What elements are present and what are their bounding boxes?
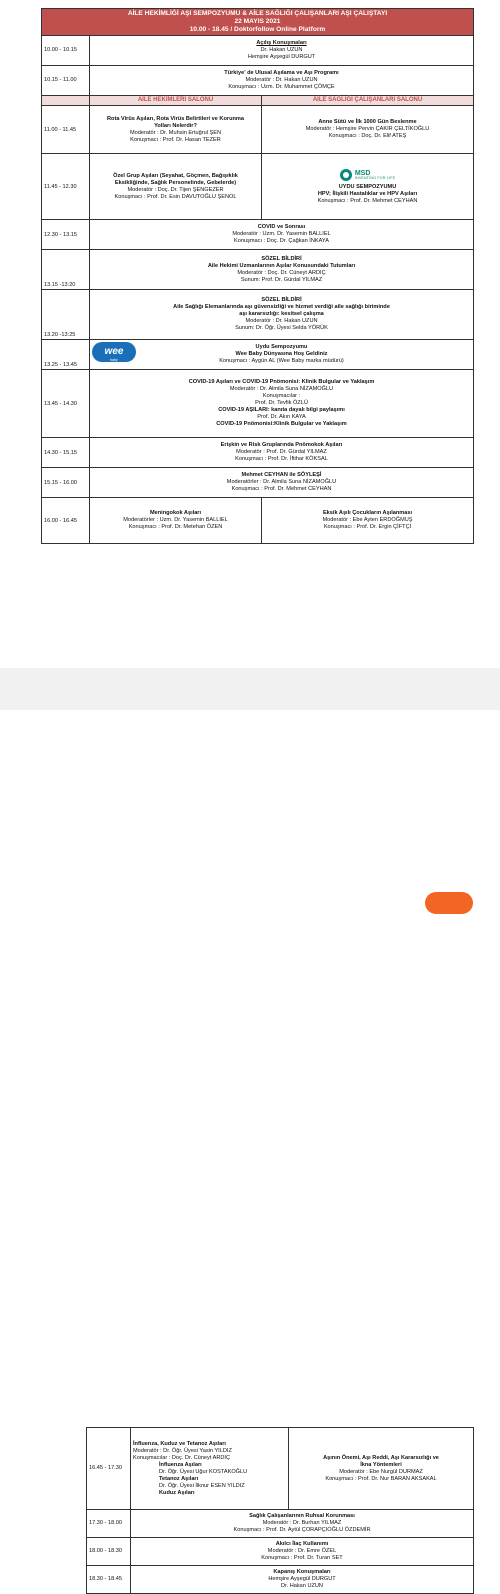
session-cell (131, 1566, 474, 1594)
session-cell-left (90, 154, 262, 220)
moderator: Moderatör : Dr. Hakan UZUN (245, 77, 318, 84)
moderator: Moderatör : Dr. Hakan UZUN (245, 318, 318, 325)
session-row (42, 290, 474, 340)
moderator: Moderatör : Dr. Emre ÖZEL (267, 1548, 337, 1554)
talk-title: Kuduz Aşıları (159, 1489, 195, 1496)
session-row (42, 498, 474, 544)
session-cell (131, 1510, 474, 1538)
speaker: Konuşmacı : Doç. Dr. Çağkan İNKAYA (234, 238, 329, 245)
session-cell (90, 36, 474, 66)
program-table-page-2 (86, 1427, 474, 1594)
speaker: Konuşmacı : Prof. Dr. İftihar KÖKSAL (235, 456, 328, 463)
session-title: Uydu Sempozyumu (255, 344, 308, 351)
time-cell: 13.20 -13:25 (42, 290, 90, 340)
time-cell: 17.30 - 18.00 (87, 1510, 131, 1538)
speaker: Konuşmacı : Prof. Dr. Esin DAVUTOĞLU ŞENOL (114, 193, 237, 200)
wee-logo-text: wee (104, 346, 124, 358)
time-cell: 14.30 - 15.15 (42, 438, 90, 468)
moderator: Moderatör : Prof. Dr. Gürdal YILMAZ (236, 449, 327, 456)
moderator: Moderatörler : Dr. Almila Suna NİZAMOĞLU (226, 479, 337, 486)
page-separator (0, 668, 500, 710)
wee-logo-sub: baby (110, 358, 118, 363)
speaker: Konuşmacı : Aygün AL (Wee Baby marka müdürü) (219, 358, 344, 365)
session-row (42, 220, 474, 250)
talk-title: COVID-19 Pnömonisi:Klinik Bulgular ve Yaklaşım (216, 421, 347, 428)
moderator: Moderatör : Dr. Muhsin Ertuğrul ŞEN (129, 129, 222, 136)
program-table-page-1 (41, 8, 474, 544)
moderator: Moderatör : Dr. Burhan YILMAZ (262, 1520, 342, 1526)
speaker: Konuşmacı : Prof. Dr. Nur BARAN AKSAKAL (325, 1475, 437, 1482)
session-row (42, 438, 474, 468)
session-cell (131, 1538, 474, 1566)
moderator: Moderatör : Dr. Almila Suna NİZAMOĞLU (229, 386, 334, 393)
moderator: Moderatör : Ebe Nurgül DURMAZ (339, 1468, 423, 1475)
time-cell: 10.00 - 10.15 (42, 36, 90, 66)
session-title: aşı kararsızlığı: kesitsel çalışma (239, 311, 324, 318)
session-title: COVID ve Sonrası (257, 224, 306, 231)
speaker: Prof. Dr. Akın KAYA (257, 414, 306, 421)
session-row (42, 154, 474, 220)
session-row (42, 66, 474, 96)
time-cell: 12.30 - 13.15 (42, 220, 90, 250)
moderator: Moderatör : Hemşire Pervin ÇAKIR ÇELTİKOĞLU (305, 126, 430, 133)
time-cell: 13.15 -13:20 (42, 250, 90, 290)
talk-title: COVID-19 AŞILARI: kanıta dayalı bilgi paylaşımı (218, 407, 345, 414)
session-cell (90, 438, 474, 468)
speaker: Dr. Öğr. Üyesi İlknur ESEN YILDIZ (159, 1482, 245, 1489)
msd-logo-tagline: INVENTING FOR LIFE (354, 175, 396, 180)
session-cell-right (289, 1428, 474, 1510)
session-cell-left (90, 106, 262, 154)
session-title: COVID-19 Aşıları ve COVID-19 Pnömonisi: Klinik Bulgular ve Yaklaşım (188, 379, 375, 386)
session-title: İkna Yöntemleri (360, 1461, 402, 1468)
speaker: Konuşmacı : Prof. Dr. Turan SET (261, 1555, 343, 1561)
session-title: Yolları Nelerdir? (154, 122, 197, 129)
session-title: HPV; İlişkili Hastalıklar ve HPV Aşıları (317, 190, 418, 197)
session-row (42, 340, 474, 370)
session-cell-right (262, 498, 474, 544)
moderator: Moderatörler : Uzm. Dr. Yasemin BALLIEL (123, 517, 228, 524)
session-title: Mehmet CEYHAN ile SÖYLEŞİ (241, 472, 322, 479)
session-row (42, 468, 474, 498)
speaker: Konuşmacı : Prof. Dr. Mehmet CEYHAN (231, 486, 332, 493)
session-cell (90, 468, 474, 498)
speaker: Sunum: Prof. Dr. Gürdal YILMAZ (240, 276, 323, 283)
session-title: SÖZEL BİLDİRİ (261, 255, 302, 262)
event-title: AİLE HEKİMLİĞİ AŞI SEMPOZYUMU & AİLE SAĞLIĞI ÇALIŞANLARI AŞI ÇALIŞTAYI (127, 10, 388, 17)
halls-row (42, 96, 474, 106)
session-title: Aile Sağlığı Elemanlarında aşı güvensizliği ve hizmet verdiği aile sağlığı biriminde (173, 304, 390, 311)
session-row (42, 250, 474, 290)
speaker: Dr. Öğr. Üyesi Uğur KOSTAKOĞLU (159, 1468, 248, 1475)
page-1 (0, 0, 500, 668)
session-title: Aşının Önemi, Aşı Reddi, Aşı Kararsızlığı ve (323, 1454, 439, 1461)
speaker: Konuşmacı : Prof. Dr. Hasan TEZER (130, 136, 221, 143)
program-header (42, 9, 474, 36)
header-row (42, 9, 474, 36)
session-title: Akılcı İlaç Kullanımı (275, 1541, 329, 1547)
event-date: 22 MAYIS 2021 (234, 18, 281, 26)
moderator: Moderatör : Dr. Öğr. Üyesi Yasin YILDIZ (133, 1447, 232, 1454)
session-cell-left (90, 498, 262, 544)
page-2 (0, 710, 500, 1589)
speaker: Prof. Dr. Tevfik ÖZLÜ (255, 400, 308, 407)
msd-logo-text: MSD (354, 169, 371, 177)
session-title: Sağlık Çalışanlarının Ruhsal Korunması (249, 1513, 355, 1519)
session-cell (90, 250, 474, 290)
session-row (87, 1538, 474, 1566)
speaker: Konuşmacı : Prof. Dr. Aytül ÇORAPÇIOĞLU ÖZDEMİR (233, 1527, 371, 1533)
session-title: UYDU SEMPOZYUMU (338, 183, 397, 190)
speaker: Dr. Hakan UZUN (281, 1583, 323, 1589)
talk-title: Tetanoz Aşıları (159, 1475, 199, 1482)
session-title: Eksikliğinde, Sağlık Personelinde, Gebelerde) (114, 179, 237, 186)
speaker: Hemşire Ayşegül DURGUT (247, 54, 316, 61)
session-cell (90, 66, 474, 96)
session-title: Eksik Aşılı Çocukların Aşılanması (322, 510, 413, 517)
msd-mark-icon (340, 169, 352, 181)
session-row (87, 1510, 474, 1538)
wee-baby-logo (92, 342, 136, 362)
time-cell: 18.30 - 18.45 (87, 1566, 131, 1594)
session-title: Aile Hekimi Uzmanlarının Aşılar Konusundaki Tutumları (207, 262, 356, 269)
session-cell (90, 290, 474, 340)
session-cell (90, 370, 474, 438)
session-row (87, 1566, 474, 1594)
speaker: Konuşmacı : Uzm. Dr. Muhammet ÇÖMÇE (228, 84, 335, 91)
time-cell: 16.45 - 17.30 (87, 1428, 131, 1510)
session-title: Kapanış Konuşmaları (273, 1569, 331, 1575)
session-title: Türkiye' de Ulusal Aşılama ve Aşı Programı (224, 70, 339, 77)
hall-left-label: AİLE HEKİMLERİ SALONU (90, 96, 262, 106)
speaker: Konuşmacılar : Doç. Dr. Cüneyt ARDIÇ (133, 1454, 230, 1461)
session-row (42, 370, 474, 438)
moderator: Moderatör : Ebe Ayten ERDOĞMUŞ (322, 517, 413, 524)
msd-logo (340, 169, 395, 181)
session-title: SÖZEL BİLDİRİ (261, 297, 302, 304)
time-cell: 10.15 - 11.00 (42, 66, 90, 96)
moderator: Moderatör : Uzm. Dr. Yasemin BALLIEL (232, 231, 331, 238)
session-title: Açılış Konuşmaları (256, 40, 307, 47)
speaker: Konuşmacı : Prof. Dr. Ergin ÇİFTÇİ (323, 524, 412, 531)
time-cell: 13.45 - 14.30 (42, 370, 90, 438)
floating-action-button[interactable] (425, 892, 473, 914)
speakers-label: Konuşmacılar : (262, 393, 301, 400)
speaker: Konuşmacı : Doç. Dr. Elif ATEŞ (328, 133, 407, 140)
speaker: Hemşire Ayşegül DURGUT (268, 1576, 336, 1582)
session-row (42, 106, 474, 154)
time-cell: 18.00 - 18.30 (87, 1538, 131, 1566)
speaker: Konuşmacı : Prof. Dr. Mehmet CEYHAN (317, 197, 418, 204)
session-row (42, 36, 474, 66)
speaker: Sunum: Dr. Öğr. Üyesi Selda YÖRÜK (235, 325, 328, 332)
hall-right-label: AİLE SAĞLIĞI ÇALIŞANLARI SALONU (262, 96, 474, 106)
time-cell: 11.45 - 12.30 (42, 154, 90, 220)
session-title: Meningokok Aşıları (149, 510, 202, 517)
session-cell (90, 340, 474, 370)
session-title: Erişkin ve Risk Gruplarında Pnömokok Aşıları (220, 442, 343, 449)
moderator: Moderatör : Doç. Dr. Tijen ŞENGEZER (127, 186, 224, 193)
time-cell: 13.25 - 13.45 (42, 340, 90, 370)
session-title: Rota Virüs Aşıları, Rota Virüs Belirtileri ve Korunma (107, 115, 244, 122)
session-title: Wee Baby Dünyasına Hoş Geldiniz (235, 351, 328, 358)
speaker: Konuşmacı : Prof. Dr. Metehan ÖZEN (128, 524, 223, 531)
session-title: İnfluenza, Kuduz ve Tetanoz Aşıları (133, 1440, 226, 1447)
talk-title: İnfluenza Aşıları (159, 1461, 202, 1468)
time-cell: 11.00 - 11.45 (42, 106, 90, 154)
session-cell-right (262, 154, 474, 220)
time-cell: 15.15 - 16.00 (42, 468, 90, 498)
time-cell: 16.00 - 16.45 (42, 498, 90, 544)
moderator: Moderatör : Doç. Dr. Cüneyt ARDIÇ (237, 269, 326, 276)
session-cell (90, 220, 474, 250)
session-cell-right (262, 106, 474, 154)
session-title: Özel Grup Aşıları (Seyahat, Göçmen, Bağışıklık (113, 172, 238, 179)
session-cell-left (131, 1428, 289, 1510)
session-row (87, 1428, 474, 1510)
session-title: Anne Sütü ve İlk 1000 Gün Beslenme (318, 119, 417, 126)
event-platform: 10.00 - 18.45 / Doktorfollow Online Platform (189, 26, 326, 34)
speaker: Dr. Hakan UZUN (260, 47, 303, 54)
